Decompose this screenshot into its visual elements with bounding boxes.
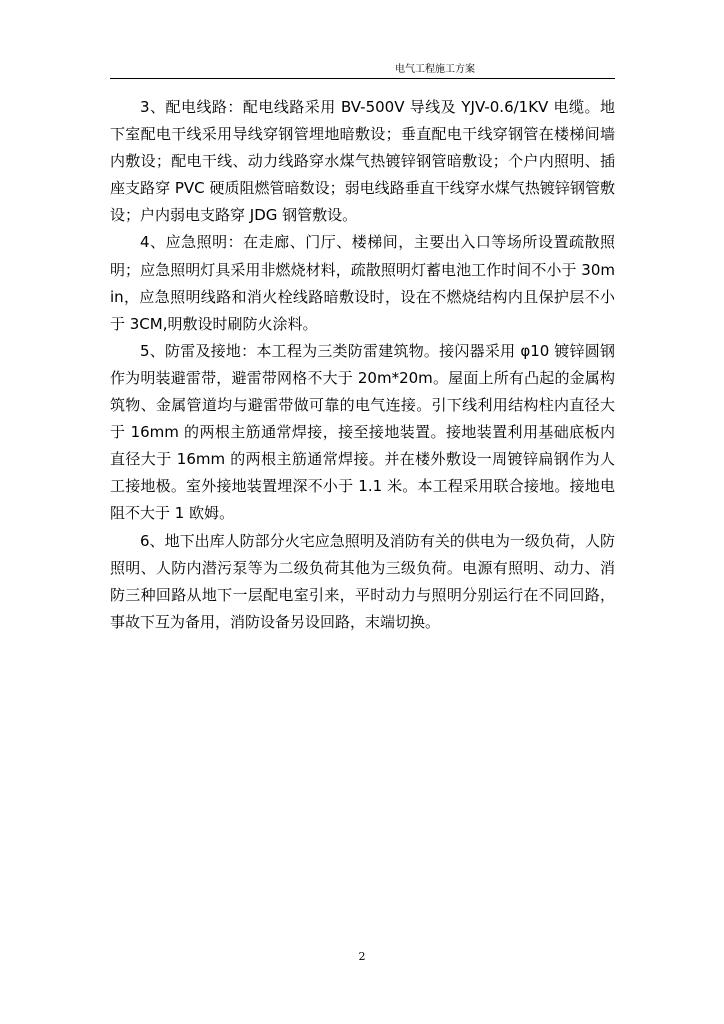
- page-header: [110, 62, 615, 79]
- paragraph-power-supply-load: 6、地下出库人防部分火宅应急照明及消防有关的供电为一级负荷，人防照明、人防内潜污泵等为二级负荷其他为三级负荷。电源有照明、动力、消防三种回路从地下一层配电室引来，平时动力与照明分别运行在不同回路，事故下互为备用，消防设备另设回路，末端切换。: [110, 531, 615, 631]
- document-body: [110, 94, 615, 636]
- paragraph-lightning-grounding: 5、防雷及接地：本工程为三类防雷建筑物。接闪器采用 φ10 镀锌圆钢作为明装避雷带，避雷带网格不大于 20m*20m。屋面上所有凸起的金属构筑物、金属管道均与避雷带做可靠的电气连接。引下线利用结构柱内直径大于 16mm 的两根主筋通常焊接，接至接地装置。接地装置利用基础底板内直径大于 16mm 的两根主筋通常焊接。并在楼外敷设一周镀锌扁钢作为人工接地极。室外接地装置埋深不小于 1.1 米。本工程采用联合接地。接地电阻不大于 1 欧姆。: [110, 341, 615, 523]
- page-number: 2: [358, 950, 366, 963]
- header-title: 电气工程施工方案: [395, 64, 475, 75]
- paragraph-emergency-lighting: 4、应急照明：在走廊、门厅、楼梯间，主要出入口等场所设置疏散照明；应急照明灯具采用非燃烧材料，疏散照明灯蓄电池工作时间不小于 30min，应急照明线路和消火栓线路暗敷设时，设在不燃烧结构内且保护层不小于 3CM,明敷设时刷防火涂料。: [110, 233, 615, 333]
- paragraph-distribution-lines: 3、配电线路：配电线路采用 BV-500V 导线及 YJV-0.6/1KV 电缆。地下室配电干线采用导线穿钢管埋地暗敷设；垂直配电干线穿钢管在楼梯间墙内敷设；配电干线、动力线路穿水煤气热镀锌钢管暗敷设；个户内照明、插座支路穿 PVC 硬质阻燃管暗数设；弱电线路垂直干线穿水煤气热镀锌钢管敷设；户内弱电支路穿 JDG 钢管敷设。: [110, 98, 615, 225]
